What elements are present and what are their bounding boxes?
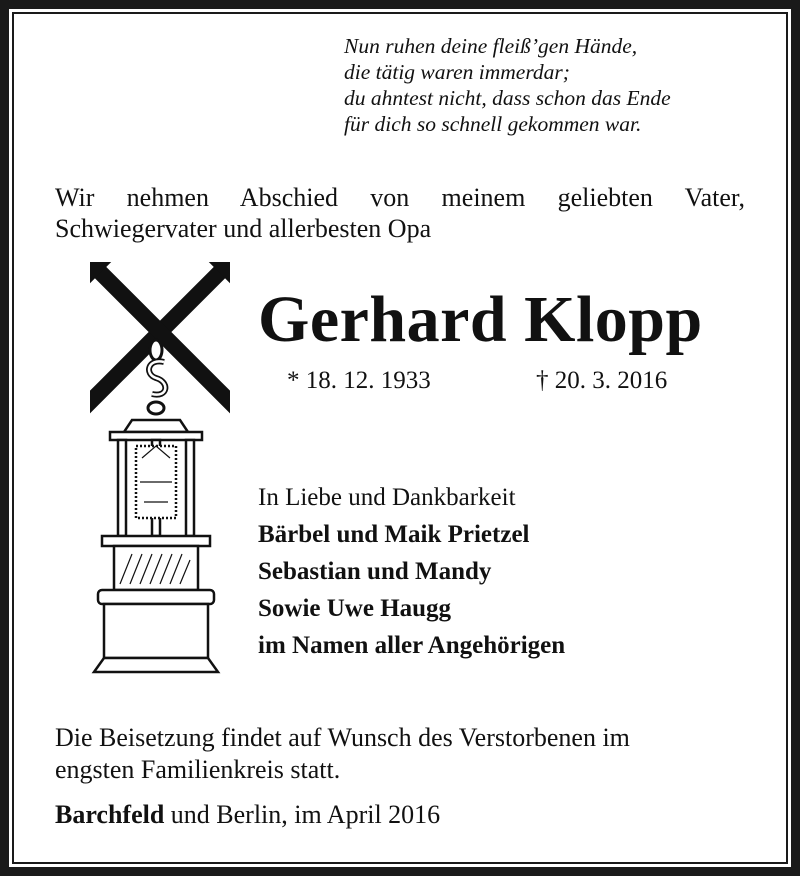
death-date: † 20. 3. 2016	[536, 367, 668, 394]
intro-text	[55, 182, 745, 244]
signers-block	[258, 480, 565, 664]
poem	[344, 33, 671, 137]
signer-name: Sowie Uwe Haugg	[258, 595, 452, 622]
intro-line: Schwiegervater und allerbesten Opa	[55, 214, 432, 243]
signer-name: Bärbel und Maik Prietzel	[258, 521, 530, 548]
miners-emblem-icon	[90, 262, 230, 678]
burial-notice	[55, 722, 755, 786]
miners-lamp-icon	[94, 420, 218, 672]
intro-line: Wir nehmen Abschied von meinem geliebten Vater,	[55, 183, 745, 212]
signer-name: im Namen aller Angehörigen	[258, 632, 566, 659]
deceased-name: Gerhard Klopp	[258, 283, 703, 356]
signer-name: Sebastian und Mandy	[258, 558, 492, 585]
poem-line: du ahntest nicht, dass schon das Ende	[344, 86, 671, 110]
place-date-rest: und Berlin, im April 2016	[164, 800, 441, 829]
burial-line: engsten Familienkreis statt.	[55, 755, 341, 784]
poem-line: die tätig waren immerdar;	[344, 60, 570, 84]
lamp-hook-icon	[148, 340, 165, 414]
place-and-date	[55, 799, 440, 831]
birth-date: * 18. 12. 1933	[287, 367, 431, 394]
poem-line: für dich so schnell gekommen war.	[344, 112, 642, 136]
place-name: Barchfeld	[55, 800, 165, 829]
signers-lead: In Liebe und Dankbarkeit	[258, 484, 516, 511]
poem-line: Nun ruhen deine fleiß’gen Hände,	[344, 34, 638, 58]
burial-line: Die Beisetzung findet auf Wunsch des Verstorbenen im	[55, 723, 630, 752]
